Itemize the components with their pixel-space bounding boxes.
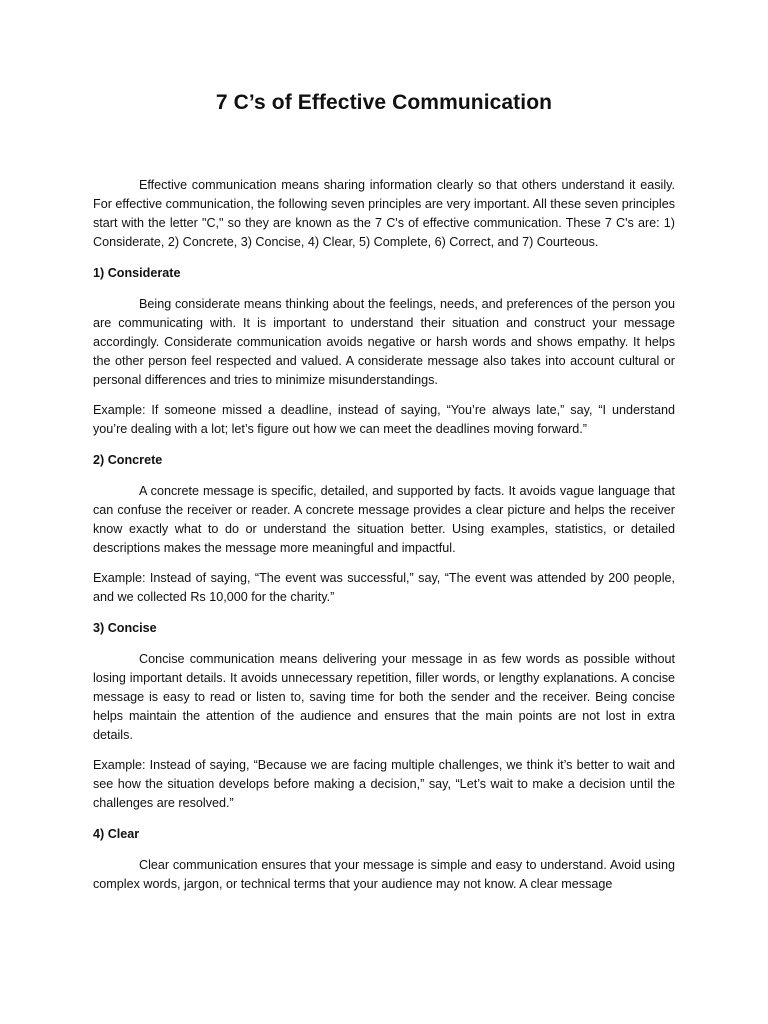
section-body-clear: Clear communication ensures that your message is simple and easy to understand. Avoid using complex words, jargon, or technical terms that your audience may not know. A clear message — [93, 858, 675, 891]
document-title: 7 C’s of Effective Communication — [215, 91, 553, 114]
section-heading-clear: 4) Clear — [93, 827, 140, 841]
section-example-considerate: Example: If someone missed a deadline, instead of saying, “You’re always late,” say, “I understand you’re dealing with a lot; let’s figure out how we can meet the deadlines moving forward.” — [93, 403, 675, 436]
section-body-concise: Concise communication means delivering your message in as few words as possible without losing important details. It avoids unnecessary repetition, filler words, or lengthy explanations. A concise message is easy to read or listen to, saving time for both the sender and the receiver. Being concise helps maintain the attention of the audience and ensures that the main points are not lost in extra details. — [93, 652, 675, 742]
section-heading-concrete: 2) Concrete — [93, 453, 163, 467]
section-example-concise: Example: Instead of saying, “Because we are facing multiple challenges, we think it’s better to wait and see how the situation develops before making a decision,” say, “Let’s wait to make a decision until the challenges are resolved.” — [93, 758, 675, 810]
intro-paragraph: Effective communication means sharing information clearly so that others understand it easily. For effective communication, the following seven principles are very important. All these seven principles start with the letter "C," so they are known as the 7 C's of effective communication. These 7 C's are: 1) Considerate, 2) Concrete, 3) Concise, 4) Clear, 5) Complete, 6) Correct, and 7) Courteous. — [93, 178, 675, 249]
section-heading-considerate: 1) Considerate — [93, 266, 181, 280]
section-body-concrete: A concrete message is specific, detailed, and supported by facts. It avoids vague language that can confuse the receiver or reader. A concrete message provides a clear picture and helps the receiver know exactly what to do or understand the situation better. Using examples, statistics, or detailed descriptions makes the message more meaningful and impactful. — [93, 484, 675, 555]
section-heading-concise: 3) Concise — [93, 621, 157, 635]
section-body-considerate: Being considerate means thinking about the feelings, needs, and preferences of the person you are communicating with. It is important to understand their situation and construct your message accordingly. Considerate communication avoids negative or harsh words and shows empathy. It helps the other person feel respected and valued. A considerate message also takes into account cultural or personal differences and tries to minimize misunderstandings. — [93, 297, 675, 387]
document-content — [93, 88, 675, 894]
section-example-concrete: Example: Instead of saying, “The event was successful,” say, “The event was attended by 200 people, and we collected Rs 10,000 for the charity.” — [93, 571, 675, 604]
